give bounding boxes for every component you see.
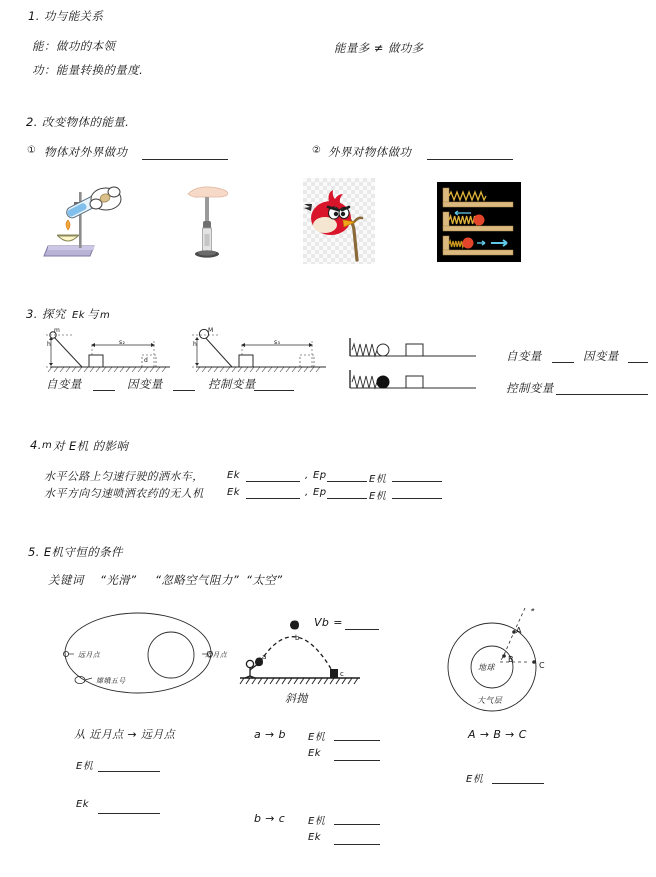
projectile-caption: 斜抛 — [285, 692, 308, 705]
diagram-ramp-ball-M — [188, 327, 328, 375]
section3-heading-mid: 与 — [87, 307, 99, 321]
section4-line2-ej-blank[interactable] — [392, 498, 442, 499]
image-angry-bird-slingshot — [303, 178, 375, 264]
s3-row1-independent-label: 自变量 — [46, 377, 82, 391]
section4-line2-ek: Ek — [227, 487, 240, 498]
section1-note-right: 能量多 ≠ 做功多 — [334, 41, 424, 55]
section2-heading: 2. 改变物体的能量. — [26, 115, 130, 129]
projectile-q1: a → b — [254, 728, 286, 741]
s3-row1-control-label: 控制变量 — [208, 377, 256, 391]
section5-keyword-3: “太空” — [246, 573, 283, 587]
section4-heading-num: 4. — [30, 438, 42, 452]
section4-line2-ep-blank[interactable] — [327, 498, 367, 499]
diagram-b-distance-label: s₃ — [274, 339, 281, 346]
s3-row2-independent-blank[interactable] — [552, 362, 574, 363]
diagram-a-ball-label: m — [54, 327, 61, 334]
section3-heading-m: m — [100, 310, 111, 321]
earth-question: A → B → C — [468, 728, 527, 741]
diagram-b-height-label: h — [193, 341, 198, 348]
section3-heading-prefix: 3. 探究 — [26, 307, 66, 321]
projectile-q1-blank1[interactable] — [334, 740, 380, 741]
projectile-point-c: c — [340, 670, 345, 678]
section1-line2: 功：能量转换的量度. — [32, 63, 144, 77]
projectile-velocity-blank[interactable] — [345, 629, 379, 630]
projectile-q1-blank1-label: E机 — [308, 732, 326, 743]
section5-keyword-1: “光滑” — [100, 573, 137, 587]
projectile-point-a: a — [262, 653, 267, 661]
image-bicycle-hand-pump — [180, 180, 240, 262]
s3-row2-control-blank[interactable] — [556, 394, 648, 395]
projectile-q2-blank2[interactable] — [334, 844, 380, 845]
s3-row2-control-label: 控制变量 — [506, 381, 554, 395]
section4-line1-ep: Ep — [313, 470, 327, 481]
diagram-b-ball-label: M — [208, 327, 214, 334]
image-test-tube-steam-cork — [38, 180, 128, 262]
section3-heading-ek: Ek — [72, 310, 85, 321]
projectile-q2-blank2-label: Ek — [308, 832, 321, 843]
diagram-projectile — [236, 608, 366, 694]
section4-heading-rest: 对 E机 的影响 — [53, 439, 129, 453]
section1-line1: 能：做功的本领 — [32, 39, 116, 53]
diagram-a-block-label: d — [144, 357, 149, 364]
section2-item2-marker: ② — [312, 145, 322, 156]
diagram-spring-hollow-ball — [348, 336, 478, 362]
section4-line1-ek: Ek — [227, 470, 240, 481]
section4-line2-ep: Ep — [313, 487, 327, 498]
section4-line1-ek-blank[interactable] — [246, 481, 300, 482]
s3-row1-dependent-label: 因变量 — [127, 377, 163, 391]
earth-point-b: B — [508, 655, 514, 664]
projectile-q2-blank1-label: E机 — [308, 816, 326, 827]
earth-point-c: C — [539, 661, 545, 670]
earth-label: 地球 — [478, 663, 495, 672]
s3-row1-dependent-blank[interactable] — [173, 390, 195, 391]
section4-line1-ej: E机 — [369, 474, 387, 485]
section2-item2-blank[interactable] — [427, 159, 513, 160]
s3-row1-control-blank[interactable] — [254, 390, 294, 391]
section2-item1-label: 物体对外界做功 — [44, 145, 128, 159]
s3-row2-dependent-label: 因变量 — [583, 349, 619, 363]
projectile-point-b: b — [295, 634, 300, 642]
s3-row1-independent-blank[interactable] — [93, 390, 115, 391]
section4-line1-ej-blank[interactable] — [392, 481, 442, 482]
section2-item1-marker: ① — [27, 145, 37, 156]
section5-keyword-2: “忽略空气阻力” — [155, 573, 240, 587]
section1-heading: 1. 功与能关系 — [28, 9, 104, 23]
projectile-velocity-label: Vb = — [314, 616, 343, 629]
earth-meteor-icon: ⭒ — [530, 605, 535, 614]
section4-line1-text: 水平公路上匀速行驶的洒水车， — [44, 470, 204, 483]
orbit-perilune-label: 近月点 — [205, 651, 228, 659]
section2-item1-blank[interactable] — [142, 159, 228, 160]
section4-line1-ep-blank[interactable] — [327, 481, 367, 482]
section4-line2-ej: E机 — [369, 491, 387, 502]
orbit-blank2[interactable] — [98, 813, 160, 814]
section4-line2-ek-blank[interactable] — [246, 498, 300, 499]
orbit-blank2-label: Ek — [76, 799, 89, 810]
s3-row2-dependent-blank[interactable] — [628, 362, 648, 363]
earth-blank-label: E机 — [466, 774, 484, 785]
diagram-ramp-ball-m — [42, 327, 172, 375]
section4-line1-comma: , — [305, 470, 309, 481]
section5-keywords-label: 关键词 — [48, 573, 84, 587]
orbit-blank1-label: E机 — [76, 761, 94, 772]
section4-heading-m: m — [42, 440, 53, 451]
diagram-a-height-label: h — [47, 341, 52, 348]
atmosphere-label: 大气层 — [477, 696, 503, 705]
projectile-q1-blank2-label: Ek — [308, 748, 321, 759]
s3-row2-independent-label: 自变量 — [506, 349, 542, 363]
projectile-q2: b → c — [254, 812, 286, 825]
section4-line2-comma: , — [305, 487, 309, 498]
section2-item2-label: 外界对物体做功 — [328, 145, 412, 159]
image-spring-launcher-frames — [437, 182, 521, 262]
projectile-q2-blank1[interactable] — [334, 824, 380, 825]
section4-line2-text: 水平方向匀速喷洒农药的无人机 — [44, 487, 204, 500]
orbit-question: 从 近月点 → 远月点 — [74, 728, 176, 741]
orbit-probe-label: 嫦娥五号 — [96, 677, 126, 685]
earth-blank[interactable] — [492, 783, 544, 784]
diagram-a-distance-label: s₂ — [119, 339, 126, 346]
orbit-apolune-label: 远月点 — [78, 651, 101, 659]
diagram-spring-solid-ball — [348, 368, 478, 394]
section5-heading: 5. E机守恒的条件 — [28, 545, 123, 559]
earth-point-a: A — [516, 626, 522, 635]
projectile-q1-blank2[interactable] — [334, 760, 380, 761]
orbit-blank1[interactable] — [98, 771, 160, 772]
